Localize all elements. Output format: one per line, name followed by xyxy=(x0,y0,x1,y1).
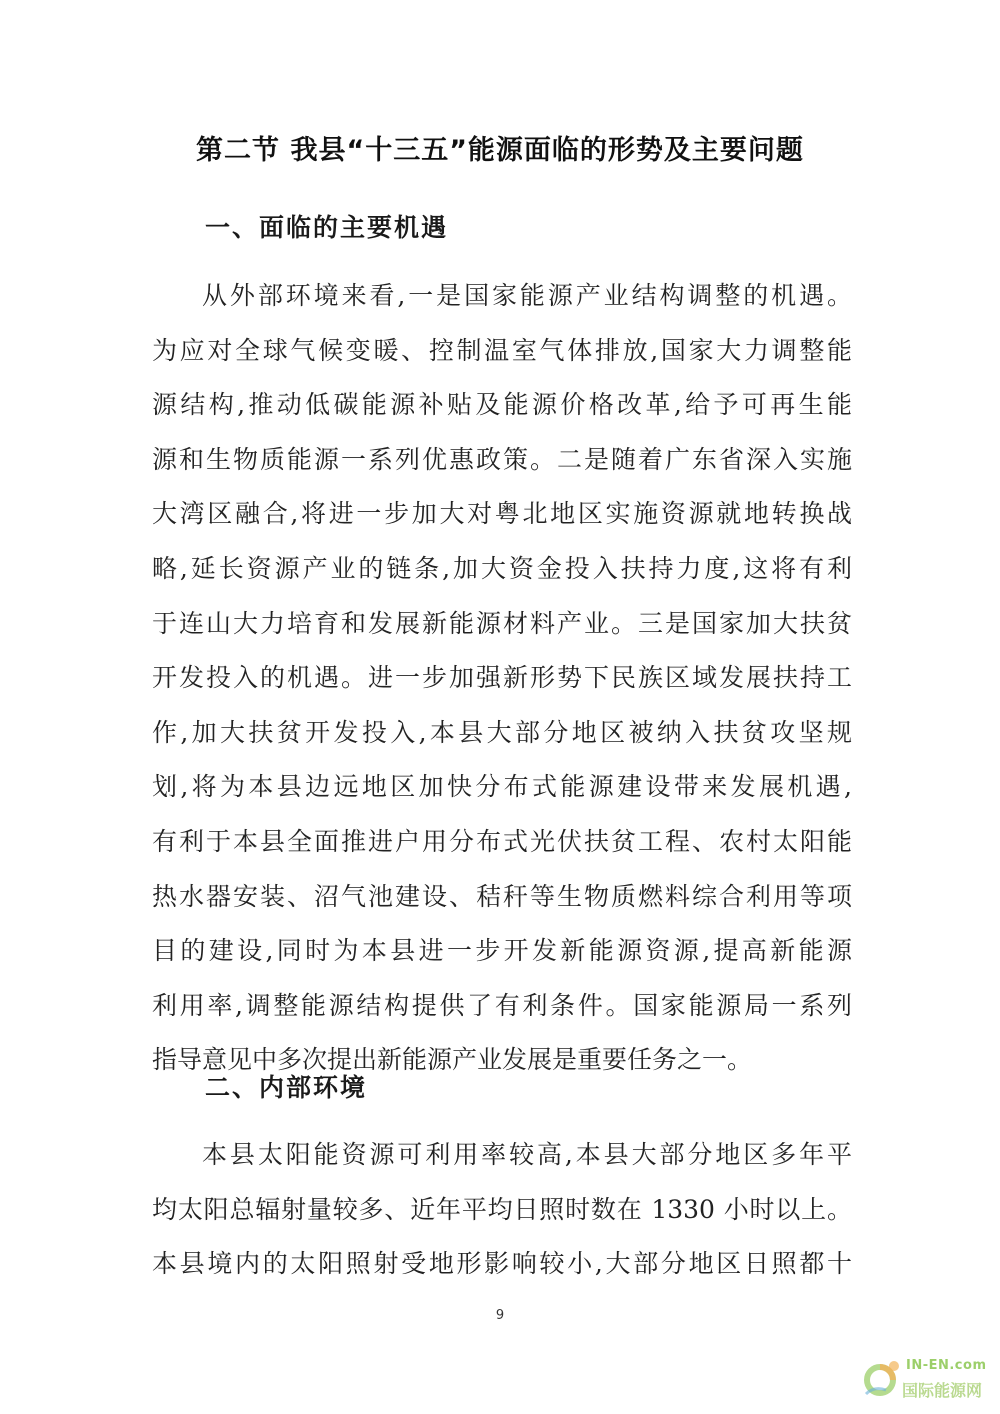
sun-leaf-logo-icon xyxy=(860,1356,906,1402)
paragraph-internal-environment xyxy=(152,1128,852,1292)
page-number: 9 xyxy=(495,1308,505,1323)
text-line: 源和生物质能源一系列优惠政策。二是随着广东省深入实施 xyxy=(152,444,852,474)
text-line: 目的建设,同时为本县进一步开发新能源资源,提高新能源 xyxy=(152,936,852,966)
text-line: 本县境内的太阳照射受地形影响较小,大部分地区日照都十 xyxy=(152,1249,852,1279)
paragraph-opportunities xyxy=(152,269,852,1088)
text-line: 开发投入的机遇。进一步加强新形势下民族区域发展扶持工 xyxy=(152,663,852,693)
text-line: 本县太阳能资源可利用率较高,本县大部分地区多年平 xyxy=(202,1140,852,1169)
text-line: 于连山大力培育和发展新能源材料产业。三是国家加大扶贫 xyxy=(152,608,852,638)
subsection-heading-internal-environment: 二、内部环境 xyxy=(205,1073,368,1102)
text-line: 均太阳总辐射量较多、近年平均日照时数在 1330 小时以上。 xyxy=(152,1194,852,1224)
watermark-text-cn: 国际能源网 xyxy=(902,1381,983,1400)
text-line: 略,延长资源产业的链条,加大资金投入扶持力度,这将有利 xyxy=(152,553,852,583)
text-line: 作,加大扶贫开发投入,本县大部分地区被纳入扶贫攻坚规 xyxy=(152,717,852,747)
text-line: 为应对全球气候变暖、控制温室气体排放,国家大力调整能 xyxy=(152,335,852,365)
text-line: 指导意见中多次提出新能源产业发展是重要任务之一。 xyxy=(152,1045,753,1075)
text-line: 源结构,推动低碳能源补贴及能源价格改革,给予可再生能 xyxy=(152,390,852,420)
watermark-logo xyxy=(858,1350,1000,1410)
text-line: 有利于本县全面推进户用分布式光伏扶贫工程、农村太阳能 xyxy=(152,826,852,856)
text-line: 从外部环境来看,一是国家能源产业结构调整的机遇。 xyxy=(202,281,852,310)
text-line: 热水器安装、沼气池建设、秸秆等生物质燃料综合利用等项 xyxy=(152,881,852,911)
section-title: 第二节 我县“十三五”能源面临的形势及主要问题 xyxy=(196,135,804,166)
watermark-text-en: IN-EN.com xyxy=(906,1358,987,1373)
text-line: 大湾区融合,将进一步加大对粤北地区实施资源就地转换战 xyxy=(152,499,852,529)
subsection-heading-opportunities: 一、面临的主要机遇 xyxy=(205,213,449,242)
text-line: 利用率,调整能源结构提供了有利条件。国家能源局一系列 xyxy=(152,990,852,1020)
text-line: 划,将为本县边远地区加快分布式能源建设带来发展机遇, xyxy=(152,772,852,802)
